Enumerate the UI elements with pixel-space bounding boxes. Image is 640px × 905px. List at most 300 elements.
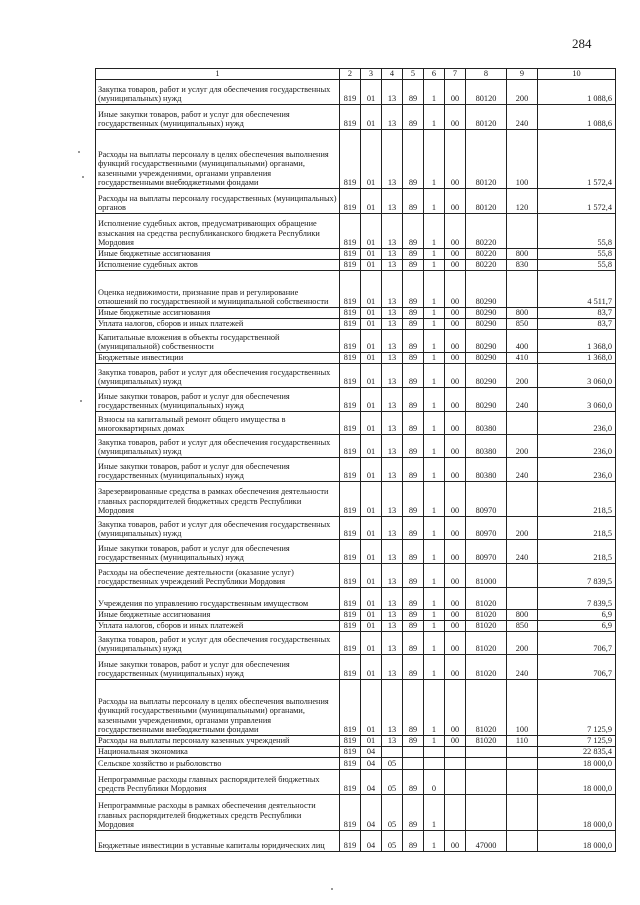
code-cell: 89 [403,260,424,271]
code-cell: 89 [403,319,424,330]
code-cell: 80290 [466,388,507,412]
table-row [96,308,616,319]
code-cell: 00 [445,319,466,330]
code-cell: 240 [507,655,538,680]
code-cell [507,770,538,795]
code-cell: 80220 [466,214,507,249]
code-cell: 00 [445,588,466,610]
code-cell: 13 [382,632,403,655]
code-cell: 01 [361,130,382,189]
code-cell: 89 [403,364,424,388]
row-name-cell: Зарезервированные средства в рамках обеспечения деятельности главных распорядителей бюджетных средств Республики Мордовия [96,482,340,517]
table-row [96,482,616,517]
code-cell: 01 [361,249,382,260]
row-name-cell: Исполнение судебных актов [96,260,340,271]
code-cell: 81020 [466,610,507,621]
code-cell: 819 [340,831,361,852]
code-cell: 00 [445,412,466,435]
code-cell: 13 [382,249,403,260]
table-row [96,189,616,214]
code-cell: 89 [403,831,424,852]
table-header-row [96,69,616,80]
code-cell: 1 [424,364,445,388]
code-cell: 110 [507,736,538,747]
code-cell: 81000 [466,564,507,588]
table-row [96,130,616,189]
row-name-cell: Непрограммные расходы в рамках обеспечения деятельности главных распорядителей бюджетных средств Республики Мордовия [96,795,340,831]
table-row [96,736,616,747]
column-header: 7 [445,69,466,80]
code-cell: 80380 [466,412,507,435]
code-cell: 13 [382,308,403,319]
code-cell: 819 [340,680,361,736]
code-cell: 89 [403,795,424,831]
code-cell: 1 [424,831,445,852]
code-cell: 13 [382,540,403,564]
row-name-cell: Закупка товаров, работ и услуг для обеспечения государственных (муниципальных) нужд [96,632,340,655]
code-cell [507,758,538,770]
code-cell: 13 [382,655,403,680]
code-cell: 80970 [466,517,507,540]
row-name-cell: Иные бюджетные ассигнования [96,308,340,319]
table-row [96,770,616,795]
code-cell: 1 [424,189,445,214]
row-name-cell: Бюджетные инвестиции в уставные капиталы юридических лиц [96,831,340,852]
amount-cell: 7 839,5 [538,564,616,588]
code-cell: 13 [382,388,403,412]
code-cell: 1 [424,655,445,680]
code-cell: 01 [361,319,382,330]
code-cell: 00 [445,435,466,458]
code-cell: 819 [340,564,361,588]
code-cell: 819 [340,632,361,655]
code-cell: 81020 [466,588,507,610]
amount-cell: 7 125,9 [538,736,616,747]
code-cell: 819 [340,364,361,388]
code-cell: 1 [424,249,445,260]
code-cell: 13 [382,736,403,747]
code-cell: 819 [340,271,361,308]
row-name-cell: Иные закупки товаров, работ и услуг для обеспечения государственных (муниципальных) нужд [96,540,340,564]
code-cell: 89 [403,388,424,412]
table-row [96,271,616,308]
amount-cell: 55,8 [538,214,616,249]
code-cell: 240 [507,105,538,130]
code-cell: 01 [361,105,382,130]
amount-cell: 218,5 [538,482,616,517]
code-cell: 01 [361,260,382,271]
row-name-cell: Расходы на обеспечение деятельности (оказание услуг) государственных учреждений Республики Мордовия [96,564,340,588]
code-cell: 1 [424,736,445,747]
code-cell: 89 [403,105,424,130]
amount-cell: 706,7 [538,655,616,680]
code-cell: 13 [382,214,403,249]
code-cell: 13 [382,610,403,621]
code-cell: 819 [340,458,361,482]
code-cell: 04 [361,747,382,758]
amount-cell: 1 088,6 [538,105,616,130]
code-cell: 1 [424,564,445,588]
code-cell: 00 [445,189,466,214]
amount-cell: 4 511,7 [538,271,616,308]
code-cell: 01 [361,80,382,105]
code-cell: 00 [445,517,466,540]
scan-speck [82,176,84,178]
code-cell: 89 [403,621,424,632]
code-cell: 1 [424,540,445,564]
code-cell: 00 [445,680,466,736]
code-cell: 01 [361,308,382,319]
code-cell: 89 [403,308,424,319]
code-cell: 89 [403,770,424,795]
code-cell: 1 [424,621,445,632]
code-cell: 80290 [466,330,507,353]
code-cell: 81020 [466,632,507,655]
code-cell: 01 [361,736,382,747]
code-cell: 00 [445,105,466,130]
code-cell: 01 [361,412,382,435]
code-cell: 81020 [466,680,507,736]
column-header: 8 [466,69,507,80]
table-row [96,353,616,364]
code-cell: 1 [424,388,445,412]
code-cell: 00 [445,249,466,260]
code-cell: 1 [424,412,445,435]
code-cell: 89 [403,271,424,308]
code-cell: 240 [507,388,538,412]
code-cell [424,758,445,770]
code-cell: 01 [361,435,382,458]
row-name-cell: Национальная экономика [96,747,340,758]
code-cell: 13 [382,564,403,588]
code-cell: 80220 [466,249,507,260]
code-cell: 1 [424,105,445,130]
code-cell: 13 [382,588,403,610]
code-cell: 80120 [466,80,507,105]
column-header: 9 [507,69,538,80]
code-cell: 01 [361,214,382,249]
code-cell: 400 [507,330,538,353]
table-row [96,435,616,458]
amount-cell: 236,0 [538,412,616,435]
code-cell: 01 [361,540,382,564]
code-cell: 819 [340,308,361,319]
code-cell: 89 [403,214,424,249]
amount-cell: 6,9 [538,621,616,632]
amount-cell: 83,7 [538,308,616,319]
table-row [96,632,616,655]
code-cell: 819 [340,770,361,795]
code-cell: 80290 [466,308,507,319]
code-cell: 89 [403,80,424,105]
code-cell: 89 [403,517,424,540]
row-name-cell: Закупка товаров, работ и услуг для обеспечения государственных (муниципальных) нужд [96,435,340,458]
table-row [96,747,616,758]
code-cell: 819 [340,621,361,632]
row-name-cell: Учреждения по управлению государственным имуществом [96,588,340,610]
code-cell: 01 [361,388,382,412]
table-row [96,680,616,736]
amount-cell: 1 572,4 [538,189,616,214]
code-cell: 819 [340,655,361,680]
code-cell: 81020 [466,655,507,680]
code-cell: 240 [507,458,538,482]
code-cell: 830 [507,260,538,271]
code-cell: 13 [382,680,403,736]
row-name-cell: Бюджетные инвестиции [96,353,340,364]
amount-cell: 18 000,0 [538,795,616,831]
code-cell: 819 [340,105,361,130]
amount-cell: 55,8 [538,249,616,260]
code-cell: 13 [382,319,403,330]
column-header: 5 [403,69,424,80]
row-name-cell: Исполнение судебных актов, предусматривающих обращение взыскания на средства республиканского бюджета Республики Мордовия [96,214,340,249]
code-cell: 200 [507,632,538,655]
code-cell: 80290 [466,353,507,364]
code-cell: 1 [424,795,445,831]
row-name-cell: Иные закупки товаров, работ и услуг для обеспечения государственных (муниципальных) нужд [96,655,340,680]
code-cell: 00 [445,632,466,655]
code-cell: 819 [340,540,361,564]
amount-cell: 18 000,0 [538,758,616,770]
code-cell [507,795,538,831]
amount-cell: 55,8 [538,260,616,271]
amount-cell: 1 088,6 [538,80,616,105]
code-cell: 80970 [466,482,507,517]
code-cell: 01 [361,271,382,308]
row-name-cell: Расходы на выплаты персоналу государственных (муниципальных) органов [96,189,340,214]
code-cell: 01 [361,588,382,610]
code-cell: 1 [424,680,445,736]
row-name-cell: Уплата налогов, сборов и иных платежей [96,319,340,330]
code-cell: 1 [424,482,445,517]
code-cell: 13 [382,189,403,214]
column-header: 4 [382,69,403,80]
code-cell: 01 [361,458,382,482]
code-cell: 05 [382,831,403,852]
code-cell: 819 [340,319,361,330]
table-row [96,319,616,330]
code-cell: 819 [340,758,361,770]
row-name-cell: Сельское хозяйство и рыболовство [96,758,340,770]
code-cell: 00 [445,736,466,747]
code-cell: 00 [445,130,466,189]
table-row [96,831,616,852]
code-cell: 89 [403,736,424,747]
code-cell: 89 [403,458,424,482]
amount-cell: 6,9 [538,610,616,621]
code-cell [507,564,538,588]
column-header: 2 [340,69,361,80]
code-cell: 00 [445,564,466,588]
code-cell: 1 [424,214,445,249]
amount-cell: 1 368,0 [538,353,616,364]
row-name-cell: Уплата налогов, сборов и иных платежей [96,621,340,632]
code-cell: 819 [340,588,361,610]
code-cell: 850 [507,319,538,330]
code-cell: 819 [340,260,361,271]
code-cell: 80970 [466,540,507,564]
code-cell: 00 [445,540,466,564]
table-row [96,260,616,271]
code-cell: 00 [445,458,466,482]
code-cell: 01 [361,680,382,736]
code-cell: 01 [361,610,382,621]
code-cell: 13 [382,458,403,482]
code-cell: 819 [340,80,361,105]
amount-cell: 1 572,4 [538,130,616,189]
code-cell: 1 [424,319,445,330]
column-header: 1 [96,69,340,80]
code-cell: 80290 [466,364,507,388]
code-cell: 00 [445,80,466,105]
code-cell: 80290 [466,319,507,330]
code-cell [382,747,403,758]
code-cell: 1 [424,80,445,105]
code-cell: 00 [445,353,466,364]
table-row [96,214,616,249]
code-cell: 89 [403,540,424,564]
code-cell [424,747,445,758]
code-cell: 00 [445,610,466,621]
code-cell: 819 [340,353,361,364]
code-cell: 200 [507,80,538,105]
code-cell: 13 [382,621,403,632]
code-cell: 01 [361,364,382,388]
code-cell: 819 [340,517,361,540]
code-cell: 89 [403,564,424,588]
amount-cell: 218,5 [538,517,616,540]
code-cell: 05 [382,795,403,831]
amount-cell: 3 060,0 [538,388,616,412]
code-cell: 200 [507,517,538,540]
table-row [96,758,616,770]
table-row [96,80,616,105]
row-name-cell: Иные бюджетные ассигнования [96,610,340,621]
code-cell: 819 [340,435,361,458]
code-cell [445,747,466,758]
code-cell: 1 [424,435,445,458]
table-row [96,330,616,353]
code-cell: 00 [445,655,466,680]
code-cell: 13 [382,260,403,271]
code-cell: 04 [361,831,382,852]
code-cell: 89 [403,249,424,260]
scan-speck [331,888,333,890]
code-cell: 800 [507,610,538,621]
code-cell: 89 [403,189,424,214]
code-cell: 100 [507,130,538,189]
code-cell: 89 [403,610,424,621]
code-cell: 1 [424,517,445,540]
code-cell [445,795,466,831]
amount-cell: 18 000,0 [538,831,616,852]
code-cell: 01 [361,330,382,353]
table-row [96,105,616,130]
code-cell: 819 [340,736,361,747]
code-cell: 0 [424,770,445,795]
amount-cell: 22 835,4 [538,747,616,758]
code-cell: 05 [382,758,403,770]
code-cell: 819 [340,189,361,214]
code-cell: 819 [340,214,361,249]
code-cell [507,482,538,517]
table-row [96,364,616,388]
amount-cell: 18 000,0 [538,770,616,795]
code-cell: 13 [382,353,403,364]
code-cell [445,758,466,770]
code-cell: 01 [361,353,382,364]
scan-speck [80,400,82,402]
table-row [96,458,616,482]
code-cell: 00 [445,214,466,249]
code-cell: 01 [361,517,382,540]
code-cell: 850 [507,621,538,632]
row-name-cell: Расходы на выплаты персоналу в целях обеспечения выполнения функций государственными (муниципальными) органами, казенными учреждениями, органами управления государственными внебюджетными фондами [96,680,340,736]
code-cell: 89 [403,435,424,458]
row-name-cell: Закупка товаров, работ и услуг для обеспечения государственных (муниципальных) нужд [96,364,340,388]
amount-cell: 1 368,0 [538,330,616,353]
code-cell: 819 [340,388,361,412]
amount-cell: 83,7 [538,319,616,330]
table-row [96,564,616,588]
code-cell: 04 [361,758,382,770]
code-cell: 1 [424,458,445,482]
code-cell: 13 [382,105,403,130]
budget-table [95,68,616,852]
code-cell [466,795,507,831]
code-cell: 819 [340,412,361,435]
code-cell [507,747,538,758]
code-cell: 120 [507,189,538,214]
code-cell: 47000 [466,831,507,852]
code-cell: 04 [361,770,382,795]
code-cell [507,831,538,852]
amount-cell: 7 125,9 [538,680,616,736]
code-cell: 1 [424,353,445,364]
table-row [96,249,616,260]
code-cell: 00 [445,330,466,353]
code-cell: 00 [445,388,466,412]
code-cell: 80120 [466,189,507,214]
amount-cell: 7 839,5 [538,588,616,610]
code-cell: 00 [445,308,466,319]
code-cell: 13 [382,130,403,189]
row-name-cell: Закупка товаров, работ и услуг для обеспечения государственных (муниципальных) нужд [96,517,340,540]
code-cell: 80290 [466,271,507,308]
code-cell: 100 [507,680,538,736]
code-cell: 80120 [466,105,507,130]
code-cell: 13 [382,80,403,105]
table-row [96,655,616,680]
row-name-cell: Непрограммные расходы главных распорядителей бюджетных средств Республики Мордовия [96,770,340,795]
code-cell [466,747,507,758]
code-cell: 819 [340,747,361,758]
code-cell: 01 [361,655,382,680]
amount-cell: 218,5 [538,540,616,564]
code-cell [445,770,466,795]
code-cell: 01 [361,621,382,632]
code-cell: 819 [340,330,361,353]
code-cell: 89 [403,412,424,435]
amount-cell: 236,0 [538,458,616,482]
code-cell [507,412,538,435]
code-cell: 200 [507,364,538,388]
code-cell: 13 [382,330,403,353]
code-cell: 1 [424,260,445,271]
table-row [96,588,616,610]
code-cell [507,588,538,610]
